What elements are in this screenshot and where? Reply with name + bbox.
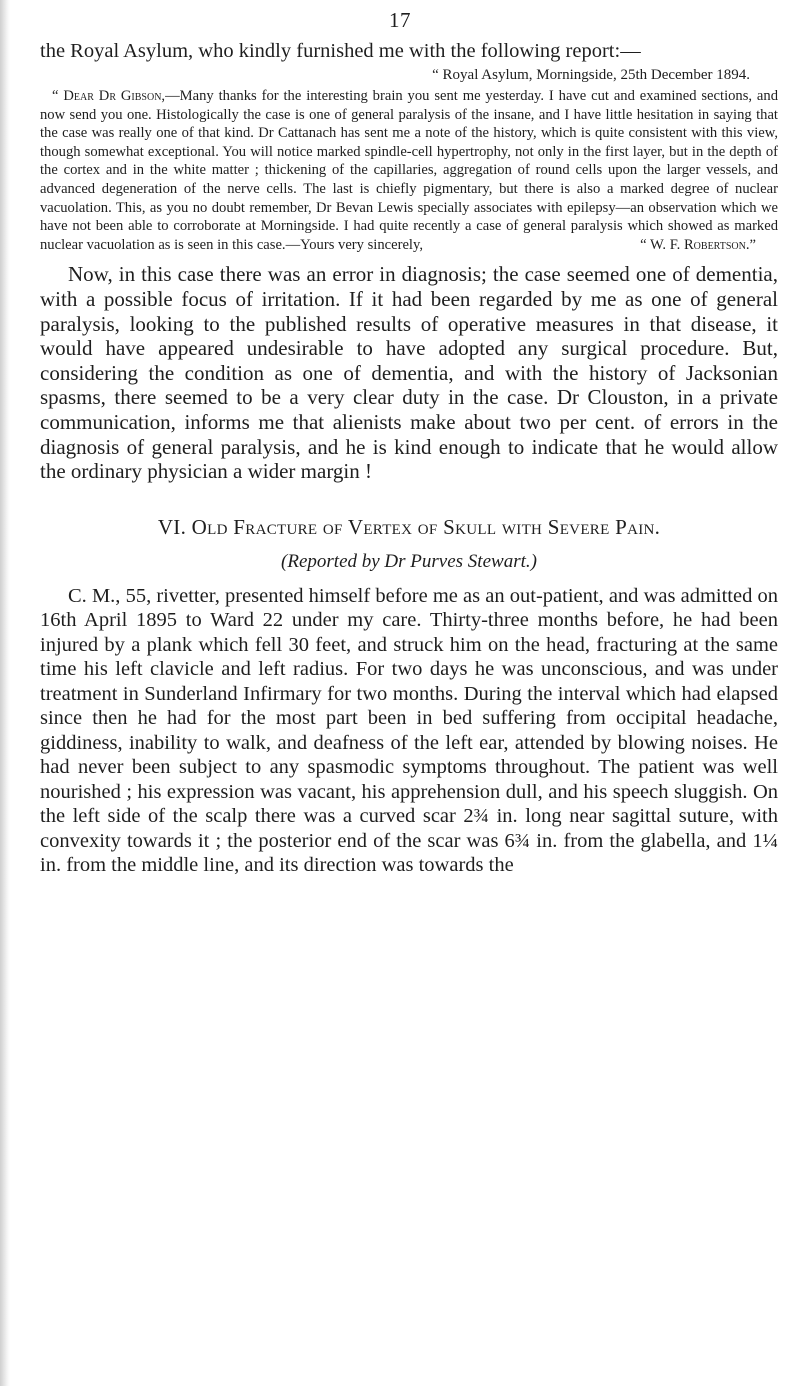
page-binding-edge — [0, 0, 10, 1386]
letter-salutation: “ Dear Dr Gibson, — [52, 88, 166, 104]
intro-paragraph: the Royal Asylum, who kindly furnished me with the following report:— — [40, 40, 641, 62]
letter-body — [40, 87, 778, 254]
letter-address: “ Royal Asylum, Morningside, 25th December 1894. — [432, 67, 750, 83]
discussion-paragraph: Now, in this case there was an error in diagnosis; the case seemed one of dementia, with a possible focus of irritation. If it had been regarded by me as one of general paralysis, looking to the published results of operative measures in that disease, it would have appeared undesirable to have adopted any surgical procedure. But, considering the condition as one of dementia, and with the history of Jacksonian spasms, there seemed to be a very clear duty in the case. Dr Clouston, in a private communication, informs me that alienists make about two per cent. of errors in the diagnosis of general paralysis, and he is kind enough to indicate that he would allow the ordinary physician a wider margin ! — [40, 262, 778, 484]
text-column — [40, 40, 778, 878]
section-byline: (Reported by Dr Purves Stewart.) — [281, 550, 537, 572]
letter-text: —Many thanks for the interesting brain you sent me yesterday. I have cut and examined sections, and now send you one. Histologically the case is one of general paralysis of the insane, and I have little hesitation in saying that the case was really one of that kind. Dr Cattanach has sent me a note of the history, which is quite consistent with this view, though somewhat exceptional. You will notice marked spindle-cell hypertrophy, not only in the first layer, but in the depth of the cortex and in the white matter ; thickening of the capillaries, aggregation of round cells upon the larger vessels, and advanced degeneration of the nerve cells. The last is chiefly pigmentary, but there is also a marked degree of nuclear vacuolation. This, as you no doubt remember, Dr Bevan Lewis specially associates with epilepsy—an observation which we have not been able to corroborate at Morningside. I had quite recently a case of general paralysis which showed as marked nuclear vacuolation as is seen in this case.—Yours very sincerely, — [40, 88, 778, 253]
section-heading: VI. Old Fracture of Vertex of Skull with Severe Pain. — [157, 514, 661, 539]
letter-signature-name: “ W. F. Robertson.” — [640, 236, 756, 253]
case-paragraph: C. M., 55, rivetter, presented himself before me as an out-patient, and was admitted on 16th April 1895 to Ward 22 under my care. Thirty-three months before, he had been injured by a plank which fell 30 feet, and struck him on the head, fracturing at the same time his left clavicle and left radius. For two days he was unconscious, and was under treatment in Sunderland Infirmary for two months. During the interval which had elapsed since then he had for the most part been in bed suffering from occipital headache, giddiness, inability to walk, and deafness of the left ear, attended by blowing noises. He had never been subject to any spasmodic symptoms throughout. The patient was well nourished ; his expression was vacant, his apprehension dull, and his speech sluggish. On the left side of the scalp there was a curved scar 2¾ in. long near sagittal suture, with convexity towards it ; the posterior end of the scar was 6¾ in. from the glabella, and 1¼ in. from the middle line, and its direction was towards the — [40, 584, 778, 877]
page-number: 17 — [389, 8, 411, 32]
